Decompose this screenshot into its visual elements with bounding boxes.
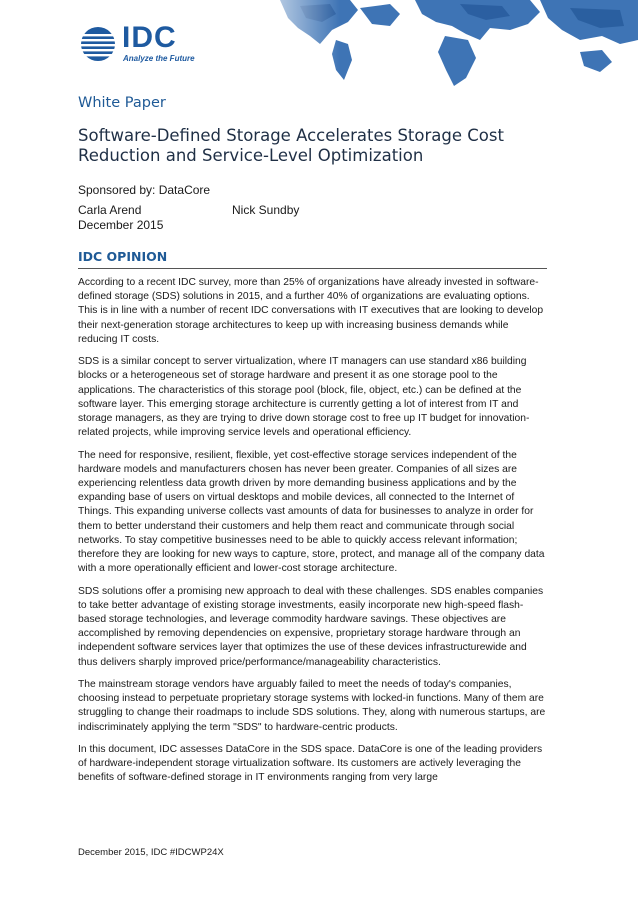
paragraph: SDS is a similar concept to server virtualization, where IT managers can use standard x86 building blocks or a heterogeneous set of storage hardware and present it as one storage pool to the applications. The characteristics of this storage pool (block, file, object, etc.) can be defined at the software layer. This emerging storage architecture is currently getting a lot of interest from IT and storage managers, as they are trying to drive down storage cost to free up IT budget for innovation-related projects, while improving service levels and operational efficiency. (78, 356, 530, 439)
logo-tagline: Analyze the Future (123, 54, 195, 63)
section-body (78, 276, 548, 794)
document-title: Software-Defined Storage Accelerates Storage Cost Reduction and Service-Level Optimization (78, 126, 504, 165)
paragraph: According to a recent IDC survey, more than 25% of organizations have already invested in software-defined storage (SDS) solutions in 2015, and a further 40% of organizations are evaluating options. This is in line with a number of recent IDC conversations with IT executives that are looking to develop their next-generation storage architectures to keep up with increasing business demands while reducing IT costs. (78, 277, 544, 345)
idc-logo (79, 22, 219, 66)
publication-date: December 2015 (78, 218, 164, 232)
sponsor-line: Sponsored by: DataCore (78, 183, 211, 197)
section-heading: IDC OPINION (78, 249, 168, 264)
paragraph: The need for responsive, resilient, flexible, yet cost-effective storage services independent of the hardware models and manufacturers chosen has never been greater. Companies of all sizes are experiencing relentless data growth driven by more demanding business applications and by the expanding base of users on virtual desktops and mobile devices, all connected to the Internet of Things. This expanding universe collects vast amounts of data for businesses to analyze in order for them to better understand their customers and help them react and communicate through social networks. To stay competitive businesses need to be able to quickly access relevant information; therefore they are looking for new ways to capture, store, protect, and manage all of the company data with a more operationally efficient and lower-cost storage architecture. (78, 449, 545, 575)
page-footer: December 2015, IDC #IDCWP24X (78, 847, 224, 858)
logo-wordmark: IDC (122, 21, 177, 54)
paragraph: SDS solutions offer a promising new approach to deal with these challenges. SDS enables companies to take better advantage of existing storage investments, easily incorporate new high-speed flash-based storage technologies, and leverage commodity hardware savings. These objectives are accomplished by removing dependencies on expensive, proprietary storage hardware through an independent software services layer that optimizes the use of these devices infrastructurewide and thus delivers sharply improved price/performance/manageability characteristics. (78, 585, 544, 668)
world-map-icon (240, 0, 638, 92)
author-1: Carla Arend (78, 203, 142, 217)
idc-globe-icon (79, 25, 117, 63)
paragraph: The mainstream storage vendors have arguably failed to meet the needs of today's companies, choosing instead to perpetuate proprietary storage systems with locked-in functions. Many of them are struggling to change their roadmaps to include SDS solutions. They, along with numerous startups, are indiscriminately applying the term "SDS" to hardware-centric products. (78, 679, 546, 733)
paragraph: In this document, IDC assesses DataCore in the SDS space. DataCore is one of the leading providers of hardware-independent storage virtualization software. Its customers are actively leveraging the benefits of software-defined storage in IT environments ranging from very large (78, 744, 543, 784)
document-type: White Paper (78, 95, 166, 111)
author-2: Nick Sundby (232, 203, 300, 217)
section-divider (78, 268, 547, 269)
